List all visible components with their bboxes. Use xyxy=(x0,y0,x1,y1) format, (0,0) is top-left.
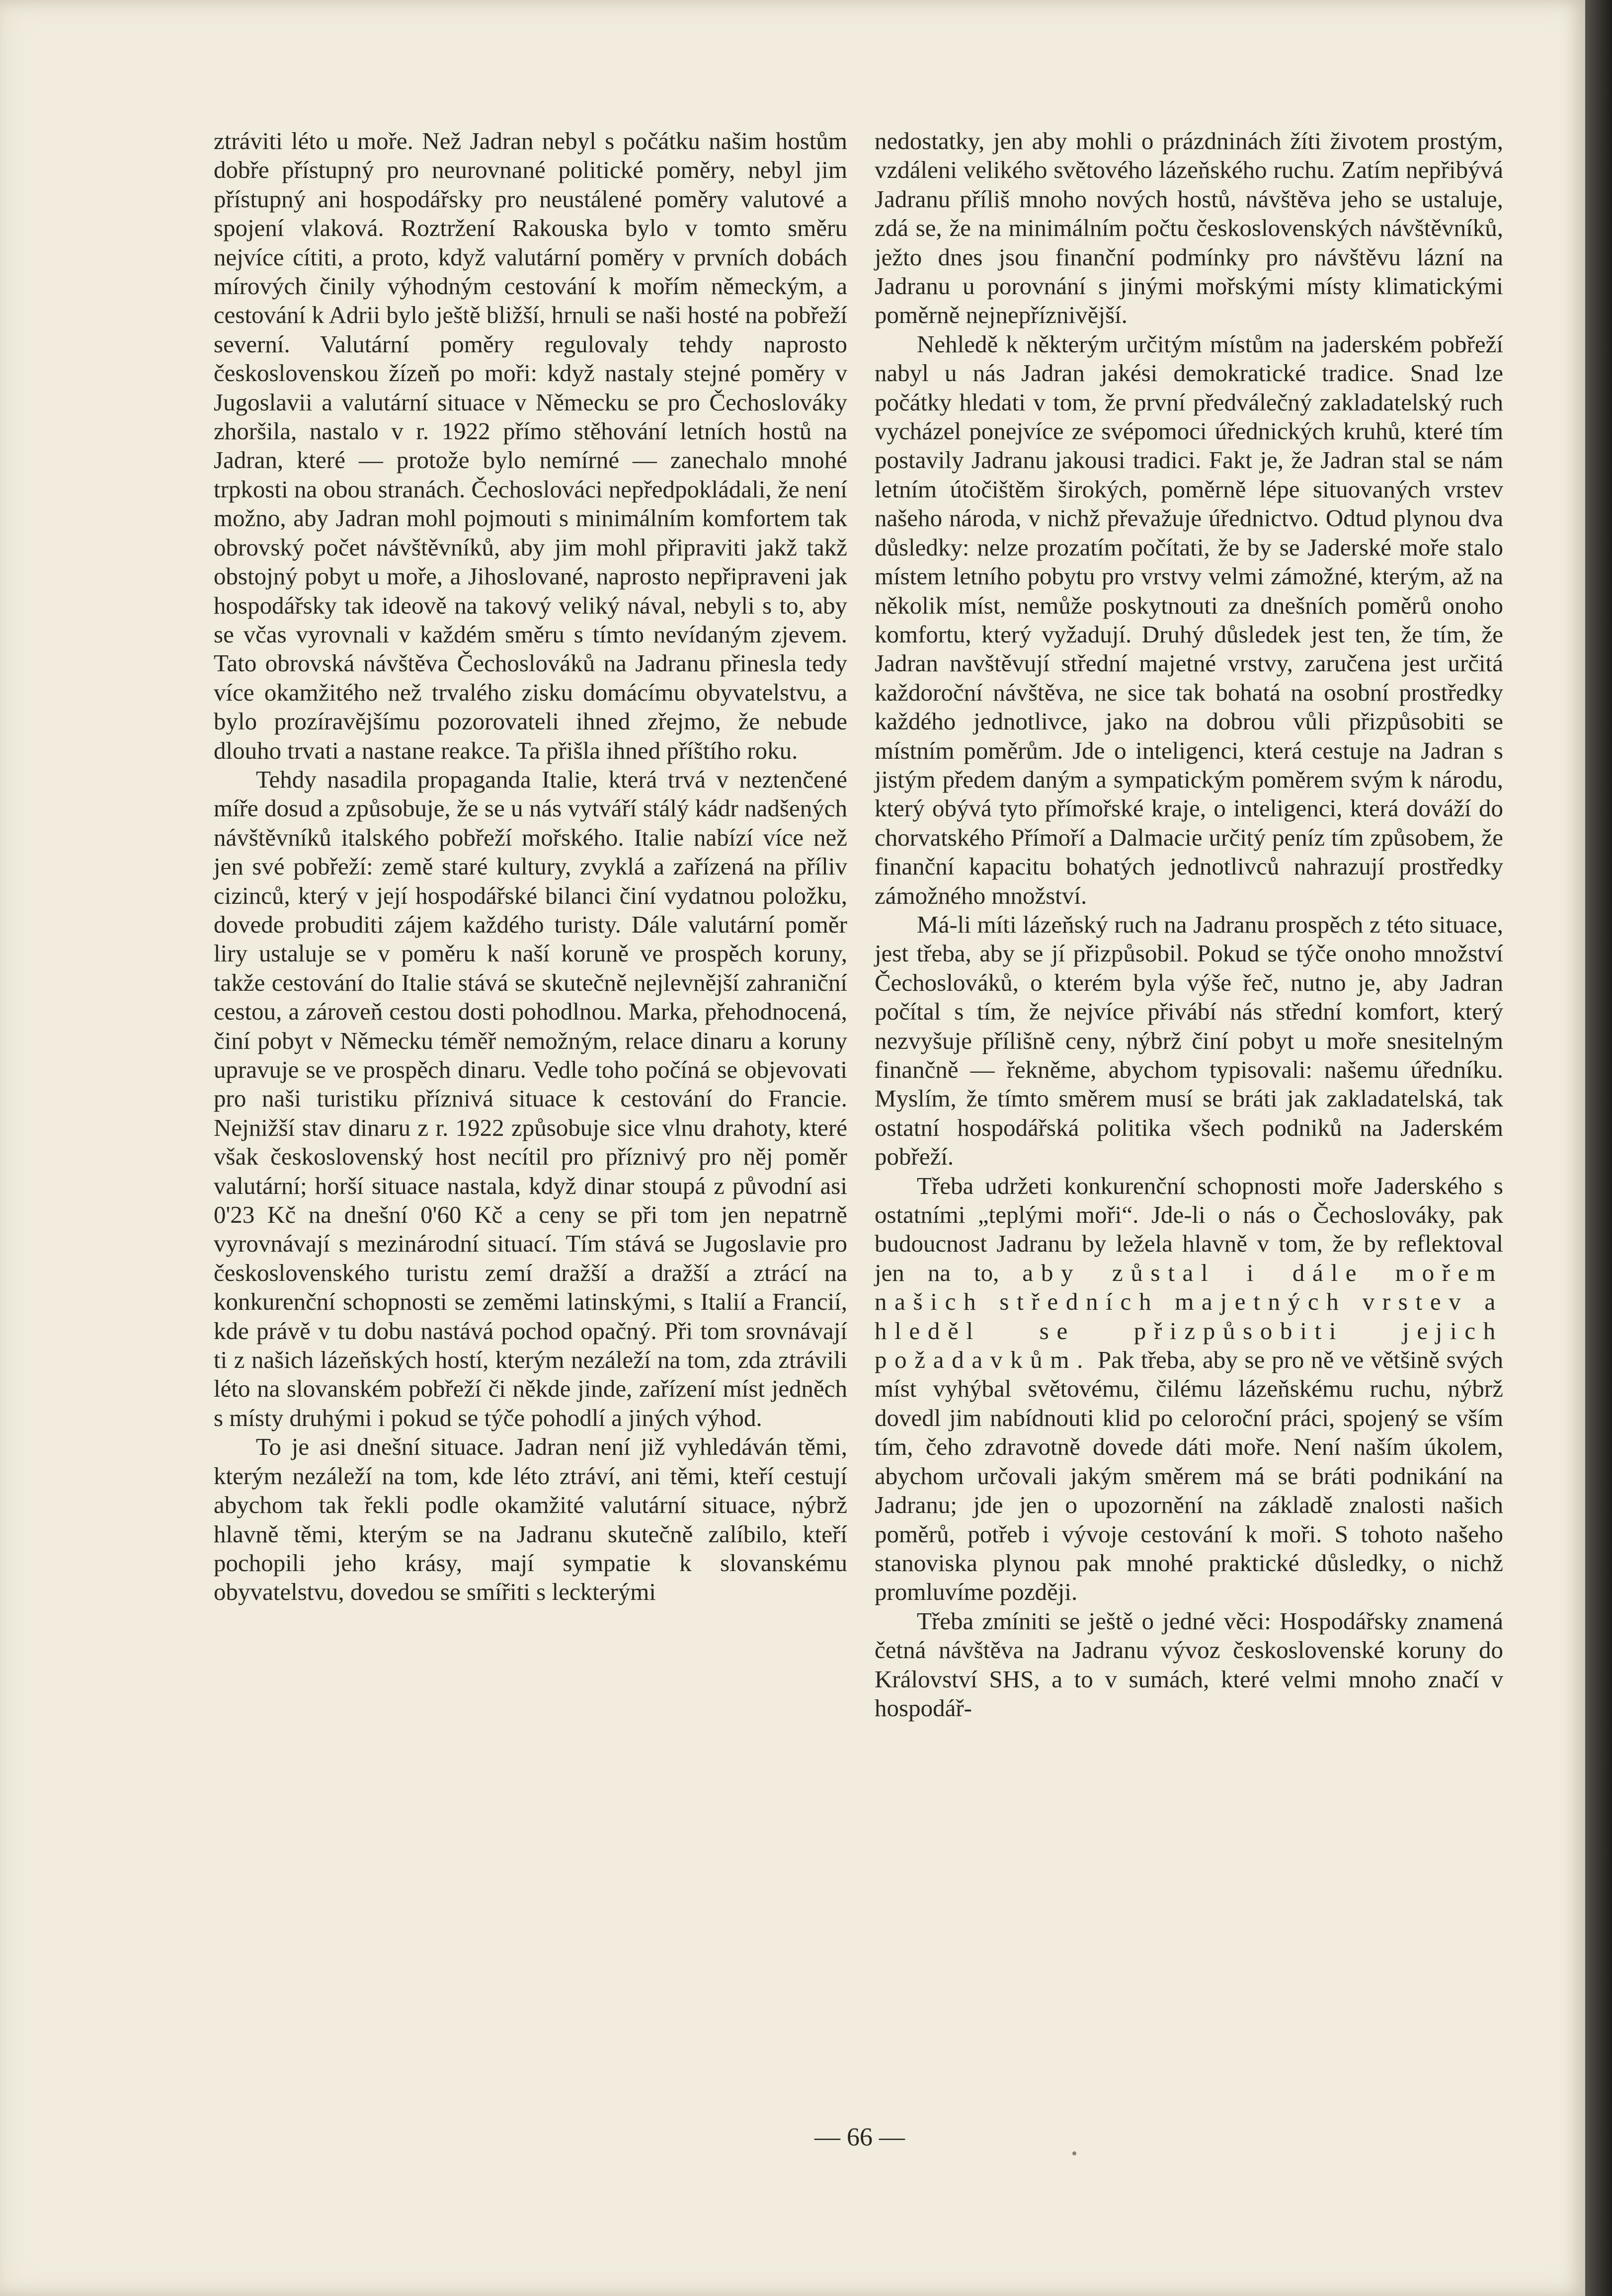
paragraph: nedostatky, jen aby mohli o prázdninách žíti životem prostým, vzdáleni velikého světového lázeňského ruchu. Zatím nepřibývá Jadranu příliš mnoho nových hostů, návštěva jeho se ustaluje, zdá se, že na minimálním počtu československých návštěvníků, ježto dnes jsou finanční podmínky pro návštěvu lázní na Jadranu u porovnání s jinými mořskými místy klimatickými poměrně nejnepříznivější. xyxy=(875,127,1503,329)
right-column xyxy=(875,127,1503,1723)
left-column xyxy=(214,127,847,1607)
emphasized-text: aby zůstal i dále mořem našich středních majetných vrstev a hleděl se přizpůsobiti jejich požadavkům. xyxy=(875,1259,1503,1374)
paragraph: Třeba zmíniti se ještě o jedné věci: Hospodářsky znamená četná návštěva na Jadranu vývoz československé koruny do Království SHS, a to v sumách, které velmi mnoho značí v hospodář- xyxy=(875,1607,1503,1722)
paragraph: Nehledě k některým určitým místům na jaderském pobřeží nabyl u nás Jadran jakési demokratické tradice. Snad lze počátky hledati v tom, že první předválečný zakladatelský ruch vycházel ponejvíce ze svépomoci úřednických kruhů, které tím postavily Jadranu jakousi tradici. Fakt je, že Jadran stal se nám letním útočištěm širokých, poměrně lépe situovaných vrstev našeho národa, v nichž převažuje úřednictvo. Odtud plynou dva důsledky: nelze prozatím počítati, že by se Jaderské moře stalo místem letního pobytu pro vrstvy velmi zámožné, kterým, až na několik míst, nemůže poskytnouti za dnešních poměrů onoho komfortu, který vyžadují. Druhý důsledek jest ten, že tím, že Jadran navštěvují střední majetné vrstvy, zaručena jest určitá každoroční návštěva, ne sice tak bohatá na osobní prostředky každého jednotlivce, jako na dobrou vůli přizpůsobiti se místním poměrům. Jde o inteligenci, která cestuje na Jadran s jistým předem daným a sympatickým poměrem svým k národu, který obývá tyto přímořské kraje, o inteligenci, která dováží do chorvatského Přímoří a Dalmacie určitý peníz tím způsobem, že finanční kapacitu bohatých jednotlivců nahrazují prostředky zámožného množství. xyxy=(875,330,1503,909)
print-speck xyxy=(1072,2151,1076,2155)
paragraph: Tehdy nasadila propaganda Italie, která trvá v neztenčené míře dosud a způsobuje, že se u nás vytváří stálý kádr nadšených návštěvníků italského pobřeží mořského. Italie nabízí více než jen své pobřeží: země staré kultury, zvyklá a zařízená na příliv cizinců, který v její hospodářské bilanci činí vydatnou položku, dovede probuditi zájem každého turisty. Dále valutární poměr liry ustaluje se v poměru k naší koruně ve prospěch koruny, takže cestování do Italie stává se skutečně nejlevnější zahraniční cestou, a zároveň cestou dosti pohodlnou. Marka, přehodnocená, činí pobyt v Německu téměř nemožným, relace dinaru a koruny upravuje se ve prospěch dinaru. Vedle toho počíná se objevovati pro naši turistiku příznivá situace k cestování do Francie. Nejnižší stav dinaru z r. 1922 způsobuje sice vlnu drahoty, které však československý host necítil pro příznivý pro něj poměr valutární; horší situace nastala, když dinar stoupá z původní asi 0'23 Kč na dnešní 0'60 Kč a ceny se při tom jen nepatrně vyrovnávají s mezinárodní situací. Tím stává se Jugoslavie pro československého turistu zemí dražší a dražší a ztrácí na konkurenční schopnosti se zeměmi latinskými, s Italií a Francií, kde právě v tu dobu nastává pochod opačný. Při tom srovnávají ti z našich lázeňských hostí, kterým nezáleží na tom, zda ztrávili léto na slovanském pobřeží či někde jinde, zařízení míst jedněch s místy druhými i pokud se týče pohodlí a jiných výhod. xyxy=(214,765,847,1431)
paragraph: To je asi dnešní situace. Jadran není již vyhledáván těmi, kterým nezáleží na tom, kde léto ztráví, ani těmi, kteří cestují abychom tak řekli podle okamžité valutární situace, nýbrž hlavně těmi, kterým se na Jadranu skutečně zalíbilo, kteří pochopili jeho krásy, mají sympatie k slovanskému obyvatelstvu, dovedou se smířiti s leckterými xyxy=(214,1433,847,1606)
paragraph: Má-li míti lázeňský ruch na Jadranu prospěch z této situace, jest třeba, aby se jí přizpůsobil. Pokud se týče onoho množství Čechoslováků, o kterém byla výše řeč, nutno je, aby Jadran počítal s tím, že nejvíce přivábí nás střední komfort, který nezvyšuje přílišně ceny, nýbrž činí pobyt u moře snesitelným finančně — řekněme, abychom typisovali: našemu úředníku. Myslím, že tímto směrem musí se bráti jak zakladatelská, tak ostatní hospodářská politika všech podniků na Jaderském pobřeží. xyxy=(875,910,1503,1171)
paragraph-text: Pak třeba, aby se pro ně ve většině svých míst vyhýbal světovému, čilému lázeňskému ruchu, nýbrž dovedl jim nabídnouti klid po celoroční práci, spojený se vším tím, čeho zdravotně dovede dáti moře. Není naším úkolem, abychom určovali jakým směrem má se bráti podnikání na Jadranu; jde jen o upozornění na základě znalosti našich poměrů, potřeb i vývoje cestování k moři. S tohoto našeho stanoviska plynou pak mnohé praktické důsledky, o nichž promluvíme později. xyxy=(875,1346,1503,1606)
paragraph-text: Třeba udržeti konkurenční schopnosti moře Jaderského s ostatními „teplými moři“. Jde-li o nás o Čechoslováky, pak budoucnost Jadranu by ležela hlavně v tom, že by reflektoval jen na to, xyxy=(875,1172,1503,1286)
paragraph xyxy=(875,1172,1503,1607)
page-number: — 66 — xyxy=(814,2123,905,2151)
book-spine-edge xyxy=(1585,0,1612,2296)
paragraph: ztráviti léto u moře. Než Jadran nebyl s počátku našim hostům dobře přístupný pro neurovnané politické poměry, nebyl jim přístupný ani hospodářsky pro neustálené poměry valutové a spojení vlaková. Roztržení Rakouska bylo v tomto směru nejvíce cítiti, a proto, když valutární poměry v prvních dobách mírových činily výhodným cestování k mořím německým, a cestování k Adrii bylo ještě bližší, hrnuli se naši hosté na pobřeží severní. Valutární poměry regulovaly tehdy naprosto československou žízeň po moři: když nastaly stejné poměry v Jugoslavii a valutární situace v Německu se pro Čechoslováky zhoršila, nastalo v r. 1922 přímo stěhování letních hostů na Jadran, které — protože bylo nemírné — zanechalo mnohé trpkosti na obou stranách. Čechoslováci nepředpokládali, že není možno, aby Jadran mohl pojmouti s minimálním komfortem tak obrovský počet návštěvníků, aby jim mohl připraviti jakž takž obstojný pobyt u moře, a Jihoslované, naprosto nepřipraveni jak hospodářsky tak ideově na takový veliký nával, nebyli s to, aby se včas vyrovnali v každém směru s tímto nevídaným zjevem. Tato obrovská návštěva Čechoslováků na Jadranu přinesla tedy více okamžitého než trvalého zisku domácímu obyvatelstvu, a bylo prozíravějšímu pozorovateli ihned zřejmo, že nebude dlouho trvati a nastane reakce. Ta přišla ihned příštího roku. xyxy=(214,127,847,764)
